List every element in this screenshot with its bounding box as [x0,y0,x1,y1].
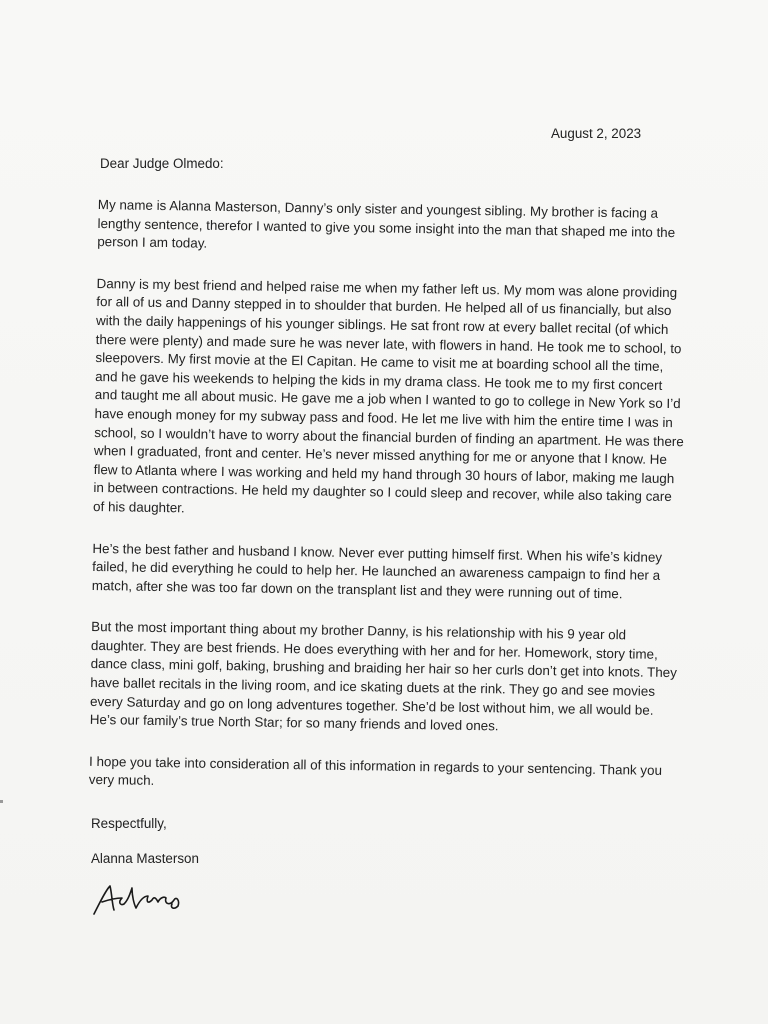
handwritten-signature [88,880,188,920]
letter-body [88,196,688,822]
closing: Respectfully, [91,816,167,831]
salutation: Dear Judge Olmedo: [100,156,224,171]
letter-date: August 2, 2023 [551,126,642,141]
paragraph-best-friend: Danny is my best friend and helped raise me when my father left us. My mom was alone providing for all of us and Danny stepped in to shoulder that burden. He helped all of us financially, but also with the daily happenings of his younger siblings. He sat front row at every ballet recital (of which there were plenty) and made sure he was never late, with flowers in hand. He took me to school, to sleepovers. My first movie at the El Capitan. He came to visit me at boarding school all the time, and he gave his weekends to helping the kids in my drama class. He took me to my first concert and taught me all about music. He gave me a job when I wanted to go to college in New York so I’d have enough money for my subway pass and food. He let me live with him the entire time I was in school, so I wouldn’t have to worry about the financial burden of finding an apartment. He was there when I graduated, front and center. He’s never missed anything for me or anyone that I know. He flew to Atlanta where I was working and held my hand through 30 hours of labor, making me laugh in between contractions. He held my daughter so I could sleep and recover, while also taking care of his daughter. [93,275,684,516]
paragraph-father-husband: He’s the best father and husband I know. Never ever putting himself first. When his wife’s kidney failed, he did everything he could to help her. He launched an awareness campaign to find her a match, after she was too far down on the transplant list and they were running out of time. [91,540,663,601]
paragraph-daughter: But the most important thing about my brother Danny, is his relationship with his 9 year old daughter. They are best friends. He does everything with her and for her. Homework, story time, dance class, mini golf, baking, brushing and braiding her hair so her curls don’t get into knots. They have ballet recitals in the living room, and ice skating duets at the rink. They go and see movies every Saturday and go on long adventures together. She’d be lost without him, we all would be. He’s our family’s true North Star; for so many friends and loved ones. [89,619,678,734]
signer-name: Alanna Masterson [91,851,199,866]
scan-speck [0,800,3,803]
paragraph-intro: My name is Alanna Masterson, Danny’s only sister and youngest sibling. My brother is facing a lengthy sentence, therefor I wanted to give you some insight into the man that shaped me into the person I am today. [97,196,676,251]
paragraph-request: I hope you take into consideration all of this information in regards to your sentencing. Thank you very much. [88,753,663,789]
